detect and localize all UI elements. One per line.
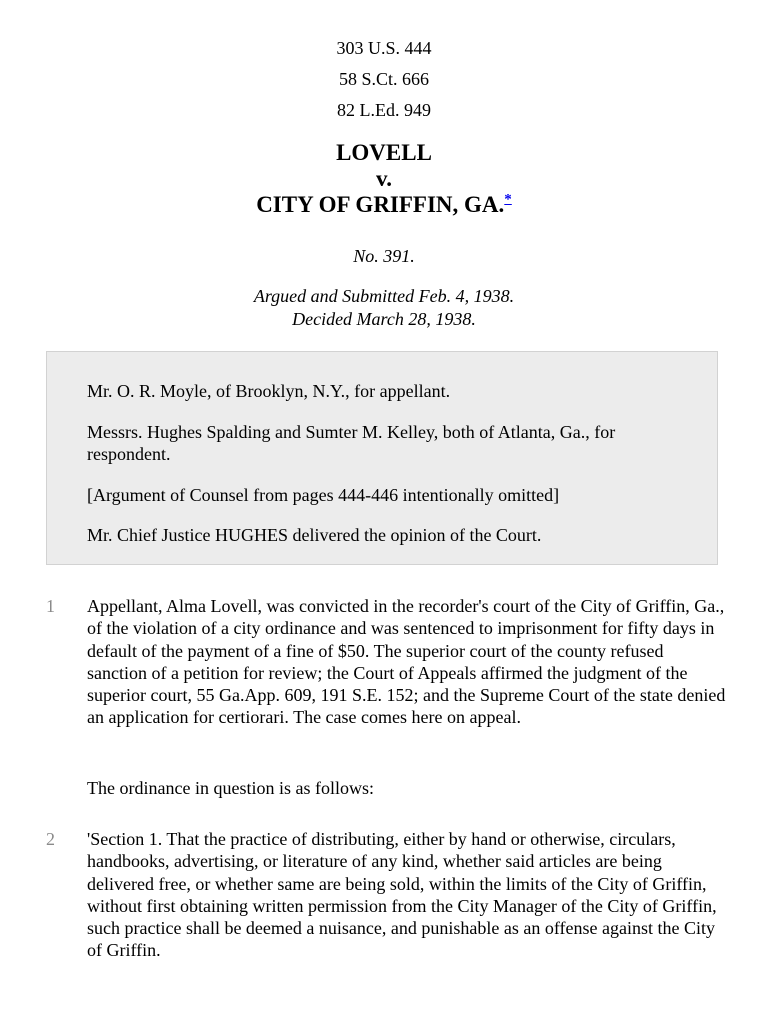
opinion-author: Mr. Chief Justice HUGHES delivered the opinion of the Court. [87,525,542,545]
citation-us: 303 U.S. 444 [336,38,432,58]
paragraph-number: 1 [46,596,55,616]
case-title [0,139,768,218]
citations [0,0,768,126]
docket-number: No. 391. [353,246,415,266]
counsel-respondent: Messrs. Hughes Spalding and Sumter M. Kelley, both of Atlanta, Ga., for respondent. [87,422,616,464]
counsel-appellant: Mr. O. R. Moyle, of Brooklyn, N.Y., for appellant. [87,381,451,401]
footnote-link[interactable]: * [504,191,512,208]
paragraph-text: 'Section 1. That the practice of distributing, either by hand or otherwise, circulars, handbooks, advertising, or literature of any kind, whether said articles are being delivered free, or whether same are being sold, within the limits of the City of Griffin, without first obtaining written permission from the City Manager of the City of Griffin, such practice shall be deemed a nuisance, and punishable as an offense against the City of Griffin. [87,829,717,961]
title-party-1: LOVELL [336,140,432,165]
case-dates [0,285,768,331]
title-party-2: CITY OF GRIFFIN, GA. [256,192,505,217]
argued-date: Argued and Submitted Feb. 4, 1938. [253,286,515,306]
decided-date: Decided March 28, 1938. [292,309,476,329]
paragraph-text: The ordinance in question is as follows: [87,778,374,798]
citation-led: 82 L.Ed. 949 [337,100,431,120]
argument-omitted-note: [Argument of Counsel from pages 444-446 intentionally omitted] [87,485,560,505]
title-party-2-line [0,191,768,218]
paragraph-text: Appellant, Alma Lovell, was convicted in the recorder's court of the City of Griffin, Ga., of the violation of a city ordinance and was sentenced to imprisonment for fifty days in default of the payment of a fine of $50. The superior court of the county refused sanction of a petition for review; the Court of Appeals affirmed the judgment of the superior court, 55 Ga.App. 609, 191 S.E. 152; and the Supreme Court of the state denied an application for certiorari. The case comes here on appeal. [87,596,726,728]
counsel-box [46,351,718,565]
title-versus: v. [376,166,392,191]
paragraph-number: 2 [46,829,55,849]
citation-sct: 58 S.Ct. 666 [338,69,430,89]
